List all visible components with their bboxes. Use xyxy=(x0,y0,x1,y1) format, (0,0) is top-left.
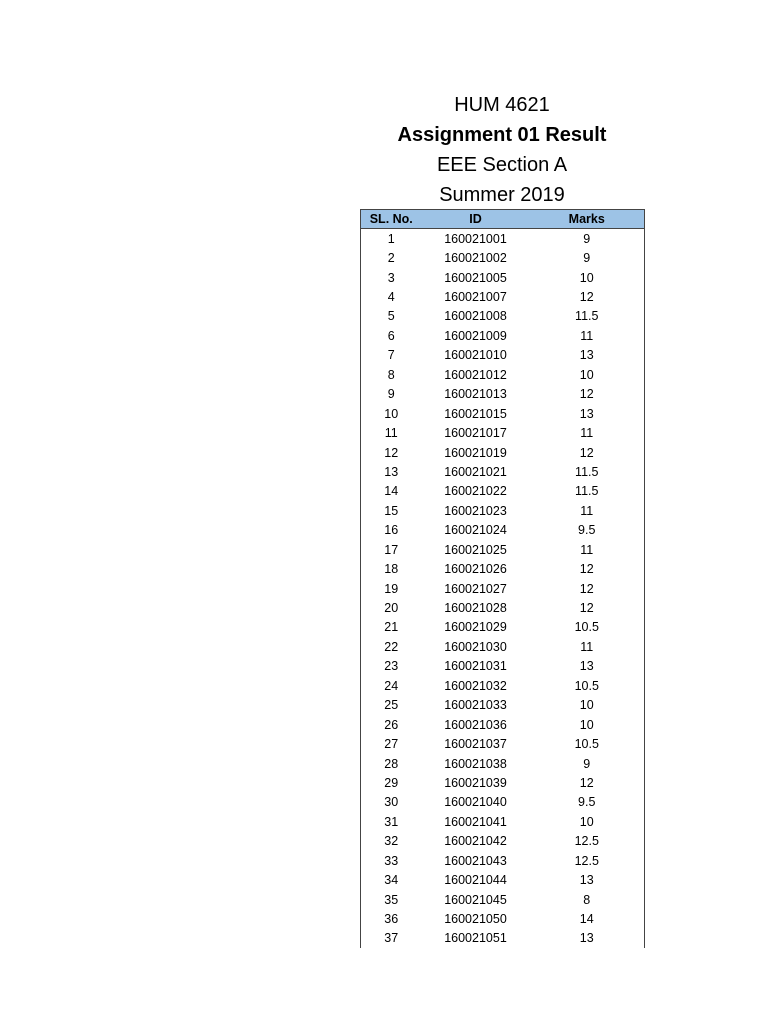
marks-cell: 11.5 xyxy=(530,482,645,501)
sl-no-cell: 11 xyxy=(361,423,422,442)
sl-no-cell: 27 xyxy=(361,734,422,753)
student-id-cell: 160021042 xyxy=(444,834,507,849)
column-header-id: ID xyxy=(422,210,530,229)
marks-cell: 12.5 xyxy=(530,832,645,851)
marks-cell: 12 xyxy=(530,773,645,792)
student-id-cell: 160021013 xyxy=(444,387,507,402)
marks-cell: 9 xyxy=(530,248,645,267)
table-row xyxy=(361,676,645,695)
marks-cell: 11 xyxy=(530,501,645,520)
marks-cell: 11 xyxy=(530,637,645,656)
table-row xyxy=(361,307,645,326)
table-row xyxy=(361,287,645,306)
student-id-cell: 160021009 xyxy=(444,328,507,343)
table-row xyxy=(361,793,645,812)
student-id-cell: 160021045 xyxy=(444,892,507,907)
table-row xyxy=(361,890,645,909)
marks-cell: 14 xyxy=(530,909,645,928)
table-row xyxy=(361,929,645,948)
table-row xyxy=(361,482,645,501)
table-row xyxy=(361,851,645,870)
table-row xyxy=(361,559,645,578)
sl-no-cell: 18 xyxy=(361,559,422,578)
sl-no-cell: 2 xyxy=(361,248,422,267)
marks-cell: 13 xyxy=(530,929,645,948)
sl-no-cell: 22 xyxy=(361,637,422,656)
title-block xyxy=(360,90,644,210)
sl-no-cell: 33 xyxy=(361,851,422,870)
marks-cell: 13 xyxy=(530,870,645,889)
table-row xyxy=(361,404,645,423)
sl-no-cell: 10 xyxy=(361,404,422,423)
student-id-cell: 160021051 xyxy=(444,931,507,946)
student-id-cell: 160021039 xyxy=(444,775,507,790)
student-id-cell: 160021022 xyxy=(444,484,507,499)
table-row xyxy=(361,618,645,637)
student-id-cell: 160021010 xyxy=(444,348,507,363)
sl-no-cell: 35 xyxy=(361,890,422,909)
student-id-cell: 160021050 xyxy=(444,912,507,927)
table-row xyxy=(361,346,645,365)
sl-no-cell: 17 xyxy=(361,540,422,559)
marks-cell: 10 xyxy=(530,268,645,287)
student-id-cell: 160021005 xyxy=(444,270,507,285)
table-row xyxy=(361,773,645,792)
marks-cell: 10.5 xyxy=(530,618,645,637)
semester: Summer 2019 xyxy=(439,184,565,206)
marks-cell: 12 xyxy=(530,579,645,598)
column-header-sl: SL. No. xyxy=(361,210,422,229)
table-row xyxy=(361,754,645,773)
sl-no-cell: 29 xyxy=(361,773,422,792)
table-row xyxy=(361,812,645,831)
student-id-cell: 160021043 xyxy=(444,853,507,868)
table-row xyxy=(361,832,645,851)
student-id-cell: 160021036 xyxy=(444,717,507,732)
sl-no-cell: 14 xyxy=(361,482,422,501)
table-row xyxy=(361,423,645,442)
marks-cell: 10.5 xyxy=(530,734,645,753)
sl-no-cell: 30 xyxy=(361,793,422,812)
marks-cell: 11.5 xyxy=(530,307,645,326)
table-row xyxy=(361,637,645,656)
sl-no-cell: 1 xyxy=(361,229,422,249)
student-id-cell: 160021007 xyxy=(444,290,507,305)
student-id-cell: 160021019 xyxy=(444,445,507,460)
student-id-cell: 160021033 xyxy=(444,698,507,713)
sl-no-cell: 26 xyxy=(361,715,422,734)
marks-cell: 13 xyxy=(530,657,645,676)
marks-cell: 12 xyxy=(530,443,645,462)
sl-no-cell: 32 xyxy=(361,832,422,851)
marks-cell: 10 xyxy=(530,696,645,715)
table-row xyxy=(361,268,645,287)
marks-cell: 11 xyxy=(530,326,645,345)
table-body xyxy=(361,229,645,949)
marks-cell: 9 xyxy=(530,754,645,773)
table-row xyxy=(361,501,645,520)
student-id-cell: 160021040 xyxy=(444,795,507,810)
sl-no-cell: 9 xyxy=(361,385,422,404)
marks-cell: 10.5 xyxy=(530,676,645,695)
sl-no-cell: 7 xyxy=(361,346,422,365)
marks-cell: 12 xyxy=(530,598,645,617)
sl-no-cell: 13 xyxy=(361,462,422,481)
student-id-cell: 160021030 xyxy=(444,639,507,654)
table-row xyxy=(361,326,645,345)
sl-no-cell: 20 xyxy=(361,598,422,617)
sl-no-cell: 34 xyxy=(361,870,422,889)
table-header xyxy=(361,210,645,229)
student-id-cell: 160021021 xyxy=(444,464,507,479)
student-id-cell: 160021032 xyxy=(444,678,507,693)
table-row xyxy=(361,229,645,249)
table-row xyxy=(361,462,645,481)
sl-no-cell: 21 xyxy=(361,618,422,637)
marks-cell: 10 xyxy=(530,715,645,734)
table-row xyxy=(361,870,645,889)
marks-cell: 10 xyxy=(530,812,645,831)
student-id-cell: 160021025 xyxy=(444,542,507,557)
sl-no-cell: 37 xyxy=(361,929,422,948)
sl-no-cell: 3 xyxy=(361,268,422,287)
table-row xyxy=(361,598,645,617)
marks-cell: 11.5 xyxy=(530,462,645,481)
table-row xyxy=(361,696,645,715)
result-table xyxy=(360,209,645,948)
student-id-cell: 160021015 xyxy=(444,406,507,421)
table-row xyxy=(361,579,645,598)
marks-cell: 12 xyxy=(530,385,645,404)
table-row xyxy=(361,248,645,267)
page-title: Assignment 01 Result xyxy=(397,124,607,146)
marks-cell: 13 xyxy=(530,346,645,365)
student-id-cell: 160021027 xyxy=(444,581,507,596)
sl-no-cell: 28 xyxy=(361,754,422,773)
student-id-cell: 160021024 xyxy=(444,523,507,538)
sl-no-cell: 6 xyxy=(361,326,422,345)
header-row xyxy=(361,210,645,229)
marks-cell: 12 xyxy=(530,559,645,578)
marks-cell: 11 xyxy=(530,540,645,559)
table-row xyxy=(361,657,645,676)
student-id-cell: 160021017 xyxy=(444,426,507,441)
marks-cell: 8 xyxy=(530,890,645,909)
sl-no-cell: 25 xyxy=(361,696,422,715)
section-name: EEE Section A xyxy=(436,154,568,176)
course-code: HUM 4621 xyxy=(454,94,550,116)
student-id-cell: 160021012 xyxy=(444,367,507,382)
table-row xyxy=(361,540,645,559)
student-id-cell: 160021001 xyxy=(444,231,507,246)
table-row xyxy=(361,734,645,753)
student-id-cell: 160021031 xyxy=(444,659,507,674)
student-id-cell: 160021002 xyxy=(444,251,507,266)
student-id-cell: 160021041 xyxy=(444,814,507,829)
table-row xyxy=(361,385,645,404)
student-id-cell: 160021044 xyxy=(444,873,507,888)
sl-no-cell: 8 xyxy=(361,365,422,384)
table-row xyxy=(361,715,645,734)
student-id-cell: 160021029 xyxy=(444,620,507,635)
table-row xyxy=(361,443,645,462)
marks-cell: 9.5 xyxy=(530,793,645,812)
marks-cell: 9 xyxy=(530,229,645,249)
marks-cell: 9.5 xyxy=(530,521,645,540)
student-id-cell: 160021037 xyxy=(444,737,507,752)
sl-no-cell: 36 xyxy=(361,909,422,928)
sl-no-cell: 5 xyxy=(361,307,422,326)
sl-no-cell: 12 xyxy=(361,443,422,462)
sl-no-cell: 15 xyxy=(361,501,422,520)
student-id-cell: 160021038 xyxy=(444,756,507,771)
student-id-cell: 160021008 xyxy=(444,309,507,324)
sl-no-cell: 16 xyxy=(361,521,422,540)
table-row xyxy=(361,909,645,928)
marks-cell: 12.5 xyxy=(530,851,645,870)
student-id-cell: 160021028 xyxy=(444,601,507,616)
sl-no-cell: 23 xyxy=(361,657,422,676)
sl-no-cell: 19 xyxy=(361,579,422,598)
student-id-cell: 160021023 xyxy=(444,503,507,518)
marks-cell: 13 xyxy=(530,404,645,423)
table-row xyxy=(361,521,645,540)
sl-no-cell: 4 xyxy=(361,287,422,306)
sl-no-cell: 31 xyxy=(361,812,422,831)
column-header-marks: Marks xyxy=(530,210,645,229)
table-row xyxy=(361,365,645,384)
student-id-cell: 160021026 xyxy=(444,562,507,577)
sl-no-cell: 24 xyxy=(361,676,422,695)
marks-cell: 10 xyxy=(530,365,645,384)
marks-cell: 11 xyxy=(530,423,645,442)
marks-cell: 12 xyxy=(530,287,645,306)
